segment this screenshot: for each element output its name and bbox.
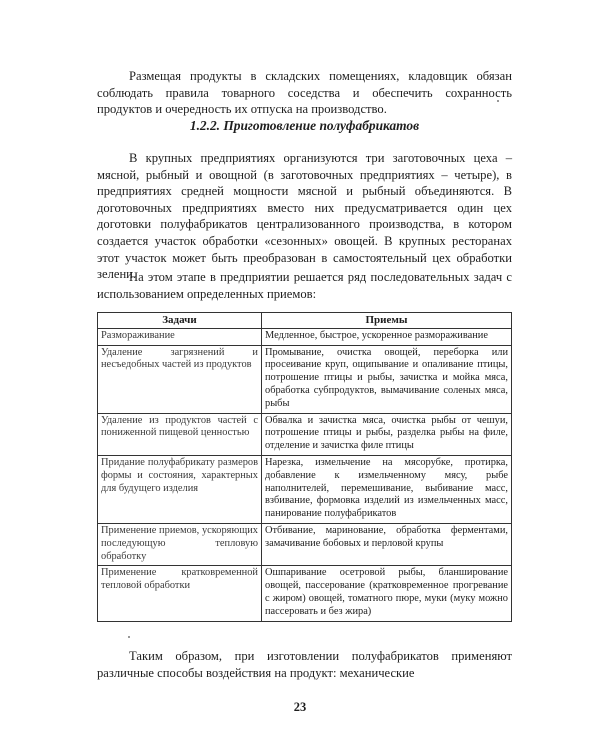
task-cell: Применение приемов, ускоряющих последующую тепловую обработку bbox=[98, 523, 262, 565]
scan-speck bbox=[497, 100, 499, 102]
header-methods: Приемы bbox=[262, 313, 512, 329]
method-cell: Отбивание, маринование, обработка ферментами, замачивание бобовых и перловой крупы bbox=[262, 523, 512, 565]
method-cell: Нарезка, измельчение на мясорубке, протирка, добавление к измельченному мясу, рыбе наполнителей, перемешивание, выбивание масс, взбивание, формовка изделий из измельченных масс, панирование полуфабрикатов bbox=[262, 455, 512, 523]
task-cell: Придание полуфабрикату размеров формы и состояния, характерных для будущего изделия bbox=[98, 455, 262, 523]
task-cell: Размораживание bbox=[98, 328, 262, 345]
table-row bbox=[98, 566, 512, 621]
table-row bbox=[98, 345, 512, 413]
section-heading: 1.2.2. Приготовление полуфабрикатов bbox=[189, 118, 420, 133]
method-cell: Ошпаривание осетровой рыбы, бланширование овощей, пассерование (кратковременное прогревание с жиром) овощей, томатного пюре, муки (муку можно пассеровать и без жира) bbox=[262, 566, 512, 621]
body-paragraph-2: На этом этапе в предприятии решается ряд последовательных задач с использованием определенных приемов: bbox=[97, 270, 512, 301]
table-row bbox=[98, 413, 512, 455]
table-header-row bbox=[98, 313, 512, 329]
page-number: 23 bbox=[293, 700, 307, 714]
intro-paragraph: Размещая продукты в складских помещениях, кладовщик обязан соблюдать правила товарного соседства и обеспечить сохранность продуктов и очередность их отпуска на производство. bbox=[97, 69, 512, 117]
method-cell: Промывание, очистка овощей, переборка или просеивание круп, ощипывание и опаливание птицы, потрошение птицы и рыбы, зачистка и мойка мяса, обработка субпродуктов, вымачивание соленых мяса, рыбы bbox=[262, 345, 512, 413]
table-row bbox=[98, 328, 512, 345]
method-cell: Обвалка и зачистка мяса, очистка рыбы от чешуи, потрошение птицы и рыбы, разделка рыбы на филе, отделение и зачистка филе птицы bbox=[262, 413, 512, 455]
header-tasks: Задачи bbox=[98, 313, 262, 329]
task-cell: Удаление загрязнений и несъедобных частей из продуктов bbox=[98, 345, 262, 413]
scan-speck bbox=[128, 636, 130, 638]
body-paragraph-3: Таким образом, при изготовлении полуфабрикатов применяют различные способы воздействия на продукт: механические bbox=[97, 649, 512, 680]
table-row bbox=[98, 523, 512, 565]
tasks-methods-table bbox=[97, 312, 512, 622]
body-paragraph-1: В крупных предприятиях организуются три заготовочных цеха – мясной, рыбный и овощной (в заготовочных предприятиях – четыре), в предприятиях средней мощности мясной и рыбный объединяются. В доготовочных предприятиях вместо них предусматривается один цех доготовки полуфабрикатов централизованного производства, в котором создается участок обработки «сезонных» овощей. В крупных ресторанах этот участок может быть преобразован в самостоятельный цех обработки зелени. bbox=[97, 151, 512, 282]
task-cell: Применение кратковременной тепловой обработки bbox=[98, 566, 262, 621]
table-row bbox=[98, 455, 512, 523]
task-cell: Удаление из продуктов частей с пониженной пищевой ценностью bbox=[98, 413, 262, 455]
method-cell: Медленное, быстрое, ускоренное размораживание bbox=[262, 328, 512, 345]
